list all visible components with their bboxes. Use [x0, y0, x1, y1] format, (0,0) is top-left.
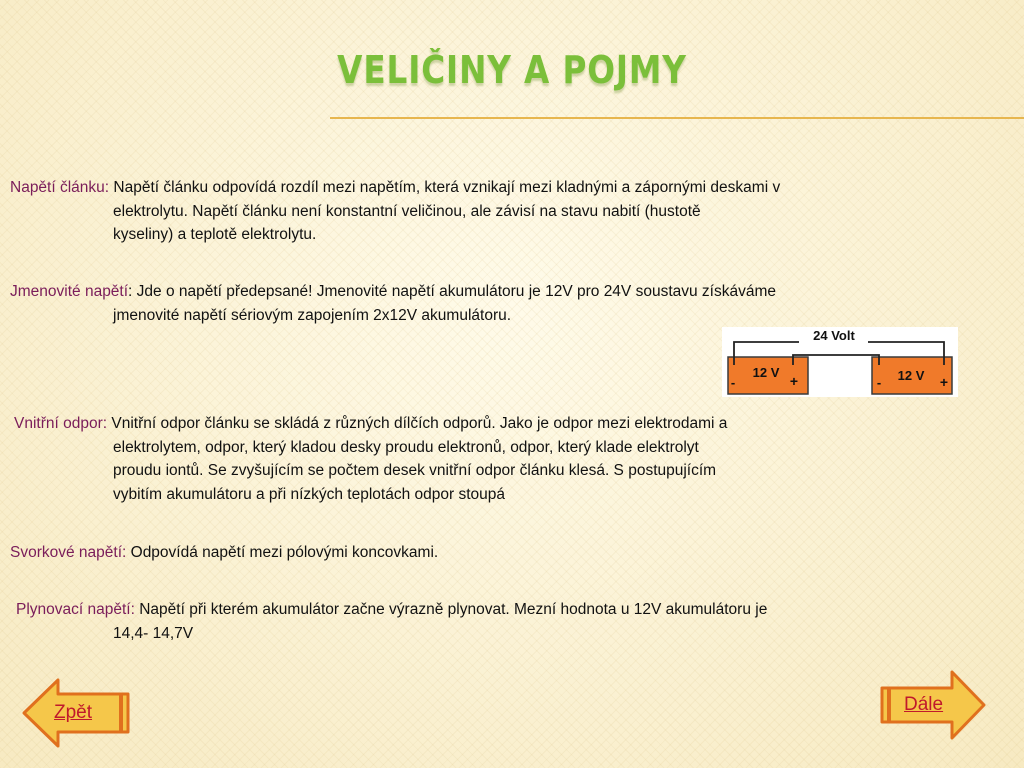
paragraph-line: elektrolytem, odpor, který kladou desky proudu elektronů, odpor, který klade elektrolyt — [113, 438, 699, 456]
battery-1-minus: - — [730, 375, 736, 390]
paragraph-text: : Jde o napětí předepsané! Jmenovité napětí akumulátoru je 12V pro 24V soustavu získáváme — [128, 283, 776, 300]
battery-2-minus: - — [876, 375, 882, 390]
paragraph-text: Napětí článku odpovídá rozdíl mezi napětím, která vznikají mezi kladnými a zápornými deskami v — [109, 179, 781, 196]
back-label[interactable]: Zpět — [54, 702, 93, 723]
term-label: Svorkové napětí: — [10, 544, 127, 561]
term-label: Jmenovité napětí — [10, 283, 129, 300]
term-label: Napětí článku: — [10, 179, 110, 196]
next-label[interactable]: Dále — [904, 694, 944, 715]
battery-1-label: 12 V — [752, 365, 780, 380]
total-voltage-label: 24 Volt — [813, 328, 855, 343]
paragraph-terminal-voltage — [10, 541, 910, 565]
paragraph-line: proudu iontů. Se zvyšujícím se počtem desek vnitřní odpor článku klesá. S postupujícím — [113, 462, 717, 479]
paragraph-cell-voltage — [10, 176, 970, 247]
battery-2-plus: + — [939, 374, 949, 390]
title-rule — [330, 117, 1024, 119]
paragraph-line: 14,4- 14,7V — [113, 624, 194, 642]
page-title: VELIČINY A POJMY — [337, 48, 687, 92]
paragraph-internal-resistance — [14, 412, 914, 506]
paragraph-text: Odpovídá napětí mezi pólovými koncovkami. — [126, 544, 439, 561]
paragraph-line: elektrolytu. Napětí článku není konstantní veličinou, ale závisí na stavu nabití (hustotě — [113, 202, 701, 220]
battery-1-plus: + — [789, 373, 799, 389]
term-label: Plynovací napětí: — [16, 601, 135, 618]
next-button[interactable] — [878, 670, 988, 740]
paragraph-line: jmenovité napětí sériovým zapojením 2x12V akumulátoru. — [113, 306, 512, 324]
paragraph-line: vybitím akumulátoru a při nízkých teplotách odpor stoupá — [113, 485, 506, 503]
battery-2-label: 12 V — [897, 368, 925, 383]
paragraph-gassing-voltage — [16, 598, 956, 645]
paragraph-text: Vnitřní odpor článku se skládá z různých dílčích odporů. Jako je odpor mezi elektrodami a — [107, 415, 728, 432]
series-battery-diagram — [722, 327, 958, 397]
back-button[interactable] — [22, 678, 134, 748]
term-label: Vnitřní odpor: — [14, 415, 108, 432]
paragraph-line: kyseliny) a teplotě elektrolytu. — [113, 226, 317, 243]
paragraph-text: Napětí při kterém akumulátor začne výrazně plynovat. Mezní hodnota u 12V akumulátoru je — [134, 601, 768, 618]
paragraph-nominal-voltage — [10, 280, 970, 327]
